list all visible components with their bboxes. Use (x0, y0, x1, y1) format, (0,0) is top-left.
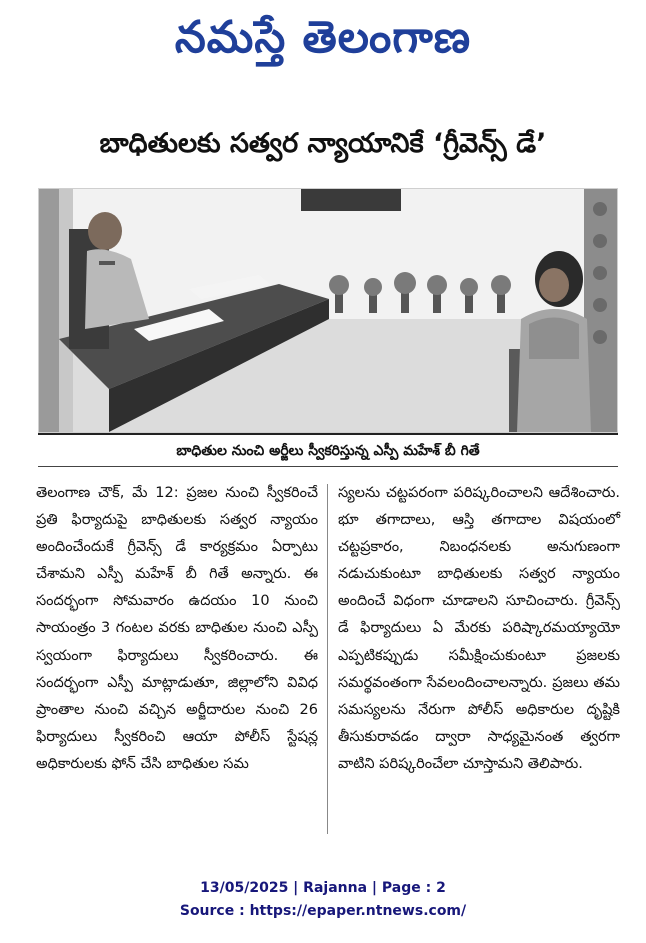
article-photo (38, 188, 618, 433)
office-scene-illustration (39, 189, 617, 432)
article-headline: బాధితులకు సత్వర న్యాయానికే ‘గ్రీవెన్స్ డే’ (99, 128, 547, 159)
photo-caption: బాధితుల నుంచి అర్జీలు స్వీకరిస్తున్న ఎస్పీ మహేశ్ బీ గితే (176, 443, 480, 459)
caption-bottom-rule (38, 466, 618, 467)
column-divider (327, 484, 328, 834)
newspaper-masthead: నమస్తే తెలంగాణ (174, 12, 472, 63)
source-link[interactable]: Source : https://epaper.ntnews.com/ (179, 903, 467, 919)
caption-top-rule (38, 433, 618, 435)
edition-info: 13/05/2025 | Rajanna | Page : 2 (200, 880, 446, 896)
article-body-left-column: తెలంగాణ చౌక్, మే 12: ప్రజల నుంచి స్వీకరించే ప్రతి ఫిర్యాదుపై బాధితులకు సత్వర న్యాయం అందించేందుకే గ్రీవెన్స్ డే కార్యక్రమం ఏర్పాటు చేశామని ఎస్పీ మహేశ్ బీ గితే అన్నారు. ఈ సందర్భంగా సోమవారం ఉదయం 10 నుంచి సాయంత్రం 3 గంటల వరకు బాధితుల నుంచి ఎస్పీ స్వయంగా ఫిర్యాదులు స్వీకరించారు. ఈ సందర్భంగా ఎస్పీ మాట్లాడుతూ, జిల్లాలోని వివిధ ప్రాంతాల నుంచి వచ్చిన అర్జీదారుల నుంచి 26 ఫిర్యాదులు స్వీకరించి ఆయా పోలీస్ స్టేషన్ల అధికారులకు ఫోన్ చేసి బాధితుల సమ (36, 485, 318, 772)
article-body-right-column: స్యలను చట్టపరంగా పరిష్కరించాలని ఆదేశించారు. భూ తగాదాలు, ఆస్తి తగాదాల విషయంలో చట్టప్రకారం, నిబంధనలకు అనుగుణంగా నడుచుకుంటూ బాధితులకు సత్వర న్యాయం అందించే విధంగా చూడాలని సూచించారు. గ్రీవెన్స్ డే ఫిర్యాదులు ఏ మేరకు పరిష్కారమయ్యాయో ఎప్పటికప్పుడు సమీక్షించుకుంటూ ప్రజలకు సమర్థవంతంగా సేవలందించాలన్నారు. ప్రజలు తమ సమస్యలను నేరుగా పోలీస్ అధికారుల దృష్టికి తీసుకురావడం ద్వారా సాధ్యమైనంత త్వరగా వాటిని పరిష్కరించేలా చూస్తామని తెలిపారు. (338, 485, 620, 772)
